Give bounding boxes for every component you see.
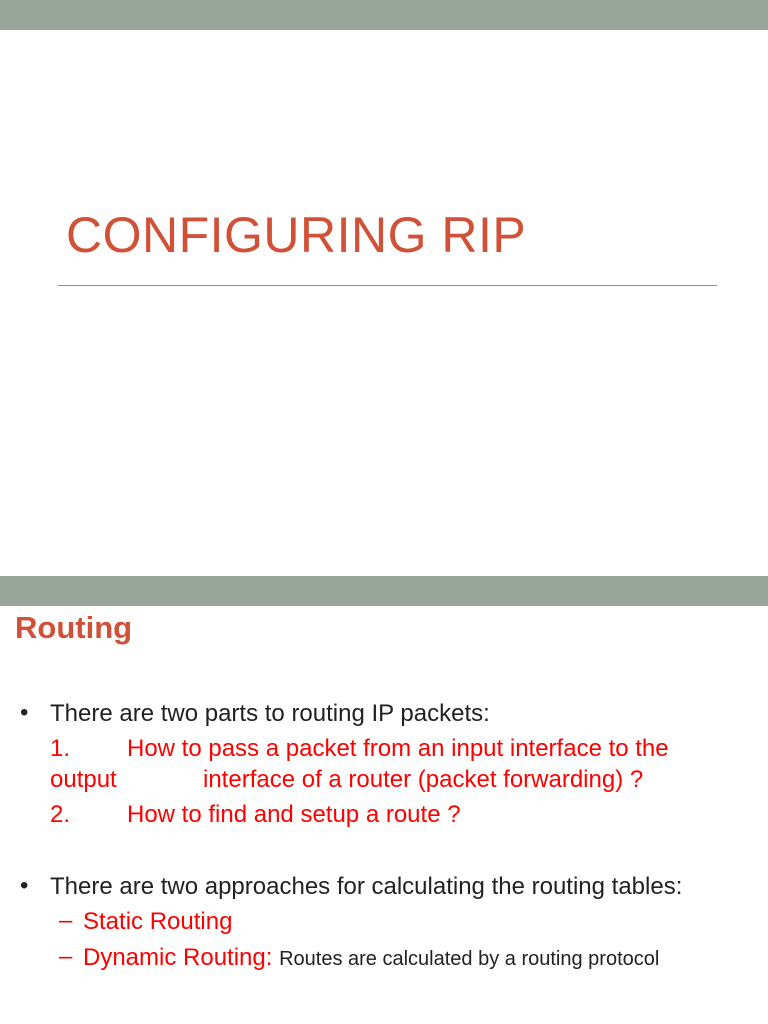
item-1-number: 1. <box>50 735 71 762</box>
item-1-line1: How to pass a packet from an input interface to the <box>127 735 669 762</box>
title-underline <box>58 285 717 286</box>
bullet-1-text: There are two parts to routing IP packets: <box>50 700 490 727</box>
subitem-dynamic-routing <box>83 946 659 970</box>
bullet-2-text: There are two approaches for calculating the routing tables: <box>50 873 683 900</box>
item-1-line2-end: interface of a router (packet forwarding) ? <box>203 766 644 793</box>
item-1-line2-start: output <box>50 766 117 793</box>
slide1-header-bar <box>0 0 768 30</box>
item-2-line1: How to find and setup a route ? <box>127 801 461 828</box>
slide1-title: CONFIGURING RIP <box>66 207 527 263</box>
slide2-title: Routing <box>15 610 133 645</box>
slide2-header-bar <box>0 576 768 606</box>
dynamic-routing-label: Dynamic Routing: <box>83 944 273 971</box>
dynamic-routing-note: Routes are calculated by a routing protocol <box>279 948 660 970</box>
dash-2: – <box>59 943 73 970</box>
dash-1: – <box>59 907 73 934</box>
item-2-number: 2. <box>50 801 71 828</box>
subitem-static-routing: Static Routing <box>83 908 233 935</box>
bullet-dot-1: • <box>20 699 29 726</box>
bullet-dot-2: • <box>20 872 29 899</box>
